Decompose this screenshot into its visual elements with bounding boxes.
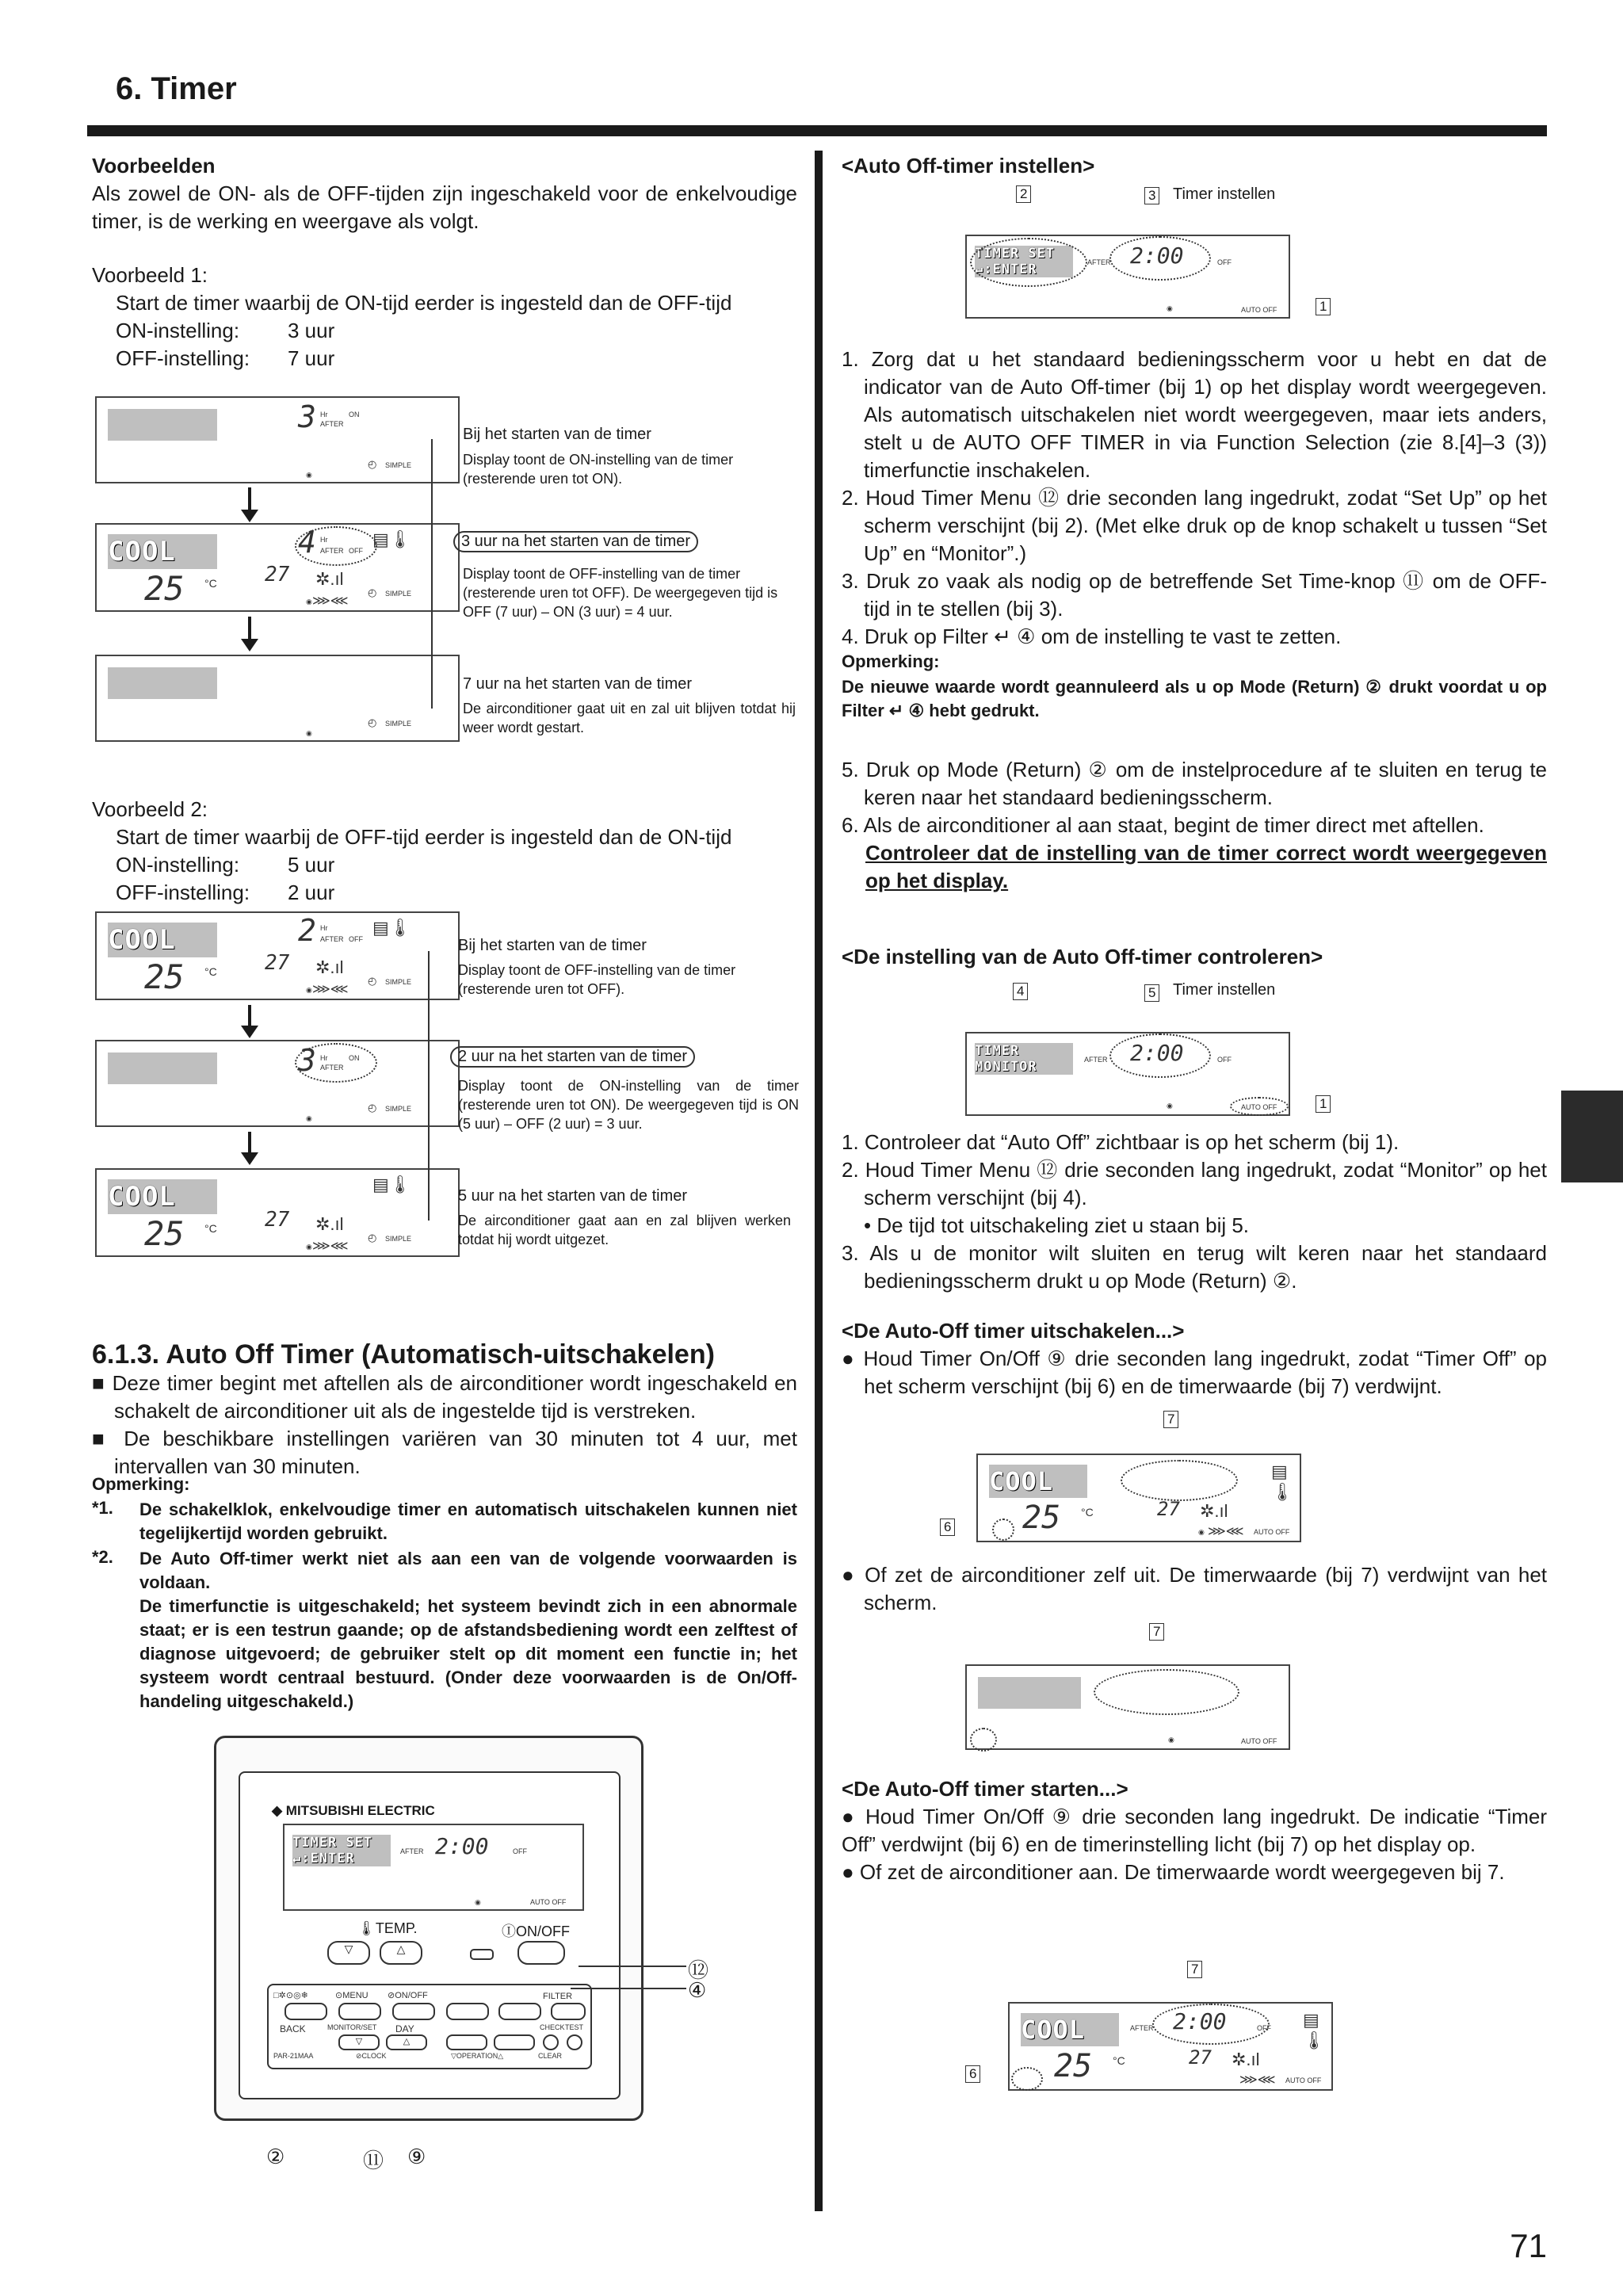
s1-steps: 1. Zorg dat u het standaard bedieningsscherm voor u hebt en dat de indicator van de Auto Off-timer (bij 1) op het display wordt weergegeven. Als automatisch uitschakelen niet wordt weergegeven, maar iets anders, stelt u de AUTO OFF TIMER in via Function Selection (zie 8.[4]–3 (3)) timerfunctie inschakelen. 2. Houd Timer Menu ⑫ drie seconden lang ingedrukt, zodat “Set Up” op het scherm verschijnt (bij 2). (Met elke druk op de knop schakelt u tussen “Set Up” en “Monitor”.) 3. Druk zo vaak als nodig op de betreffende Set Time-knop ⑪ om de OFF-tijd in te stellen (bij 3). 4. Druk op Filter ↵ ④ om de instelling te vast te zetten. bbox=[842, 347, 1547, 648]
time-down-button[interactable]: ▽ bbox=[338, 2034, 380, 2050]
lcd-s4-timer-on: COOL 25 °C 27 2:00 AFTER OFF ✲.ıl ⋙⋘ ▤🌡 AUTO OFF bbox=[1008, 2002, 1333, 2091]
note-2: De Auto Off-timer werkt niet als aan een van de volgende voorwaarden is voldaan. bbox=[139, 1549, 797, 1592]
s4-bullet-2: ● Of zet de airconditioner aan. De timerwaarde wordt weergegeven bij 7. bbox=[842, 1860, 1505, 1884]
label-12: ⑫ bbox=[688, 1958, 709, 1982]
s3-title: <De Auto-Off timer uitschakelen...> bbox=[842, 1319, 1185, 1343]
label-4: ④ bbox=[688, 1978, 707, 2002]
ex1-title: Voorbeeld 1: bbox=[92, 263, 208, 287]
s4-bullet-1: ● Houd Timer On/Off ⑨ drie seconden lang ingedrukt. De indicatie “Timer Off” verdwijnt (bij 6) en de timerinstelling licht (bij 7) op het display op. bbox=[842, 1805, 1547, 1856]
timer-onoff-button[interactable] bbox=[392, 2003, 435, 2020]
ex1-callout2-text: Display toont de OFF-instelling van de timer (resterende uren tot OFF). De weergegeven tijd is OFF (7 uur) – ON (3 uur) = 4 uur. bbox=[463, 566, 778, 620]
ex1-callout3-title: 7 uur na het starten van de timer bbox=[463, 675, 693, 693]
onoff-button[interactable] bbox=[470, 1949, 494, 1960]
time-up-button[interactable]: △ bbox=[386, 2034, 427, 2050]
ex1-on-value: 3 uur bbox=[288, 319, 335, 342]
ex2-off-value: 2 uur bbox=[288, 881, 335, 904]
power-button[interactable] bbox=[517, 1941, 565, 1965]
ex1-on-label: ON-instelling: bbox=[116, 319, 240, 342]
s3-bullet-1: ● Houd Timer On/Off ⑨ drie seconden lang ingedrukt, zodat “Timer Off” op het scherm verschijnt (bij 6) en de timerwaarde (bij 7) verdwijnt. bbox=[842, 1347, 1547, 1398]
arrow-down bbox=[248, 617, 251, 640]
ex2-callout2-text: Display toont de ON-instelling van de timer (resterende uren tot ON). De weergegeven tijd is ON (5 uur) – OFF (2 uur) = 3 uur. bbox=[458, 1078, 799, 1132]
s3-bullet-2: ● Of zet de airconditioner zelf uit. De timerwaarde (bij 7) verdwijnt van het scherm. bbox=[842, 1563, 1547, 1614]
ex1-callout3-text: De airconditioner gaat uit en zal uit blijven totdat hij weer wordt gestart. bbox=[463, 701, 796, 735]
ex2-on-label: ON-instelling: bbox=[116, 853, 240, 877]
note-1: De schakelklok, enkelvoudige timer en automatisch uitschakelen kunnen niet tegelijkertijd worden gebruikt. bbox=[139, 1499, 797, 1543]
temp-label: 🌡TEMP. bbox=[357, 1920, 418, 1936]
note-label: Opmerking: bbox=[92, 1474, 190, 1494]
operation-up-button[interactable] bbox=[494, 2034, 535, 2050]
lcd-ex1-off: ◉ ◴ SIMPLE bbox=[95, 655, 460, 742]
arrow-down bbox=[248, 1005, 251, 1027]
timer-instellen-label-2: Timer instellen bbox=[1173, 981, 1276, 999]
ex2-desc: Start de timer waarbij de OFF-tijd eerder is ingesteld dan de ON-tijd bbox=[116, 825, 732, 849]
bullet-1: ■ Deze timer begint met aftellen als de airconditioner wordt ingeschakeld en schakelt de airconditioner uit als de ingestelde tijd is verstreken. bbox=[92, 1371, 798, 1423]
check-button[interactable] bbox=[543, 2034, 559, 2050]
ex2-callout3-text: De airconditioner gaat aan en zal blijven werken totdat hij wordt uitgezet. bbox=[458, 1213, 791, 1247]
chapter-tab bbox=[1561, 1091, 1623, 1182]
s1-note: De nieuwe waarde wordt geannuleerd als u op Mode (Return) ② drukt voordat u op Filter ↵ ④ hebt gedrukt. bbox=[842, 677, 1547, 720]
ex2-callout1-title: Bij het starten van de timer bbox=[458, 937, 647, 954]
brand-logo: ◆ MITSUBISHI ELECTRIC bbox=[272, 1803, 435, 1818]
filter-button[interactable] bbox=[551, 2003, 586, 2020]
label-9: ⑨ bbox=[407, 2145, 426, 2168]
s1-steps-end: 5. Druk op Mode (Return) ② om de instelprocedure af te sluiten en terug te keren naar het standaard bedieningsscherm. 6. Als de airconditioner al aan staat, begint de timer direct met aftellen. Controleer dat de instelling van de timer correct wordt weergegeven op het display. bbox=[842, 758, 1547, 892]
lcd-ex1-start: 3 Hr ON AFTER ◉ ◴ SIMPLE bbox=[95, 396, 460, 483]
lcd-s3-timer-off: COOL 25 °C 27 ✲.ıl ⋙⋘ ▤🌡 ◉ AUTO OFF bbox=[976, 1454, 1301, 1542]
column-divider bbox=[815, 151, 823, 2211]
mode-button[interactable] bbox=[285, 2003, 327, 2020]
remote-lcd: TIMER SET ↵:ENTER 2:00 AFTER OFF AUTO OFF ◉ bbox=[283, 1824, 584, 1911]
section-title: 6.1.3. Auto Off Timer (Automatisch-uitschakelen) bbox=[92, 1339, 715, 1370]
remote-controller: ◆ MITSUBISHI ELECTRIC TIMER SET ↵:ENTER 2:00 AFTER OFF AUTO OFF ◉ 🌡TEMP. ⒾON/OFF ▽ △ □✲⊙◎❄ ⊙MENU ⊘ON/OFF FILTER BACK MONITOR/SET DAY CHECK TEST ▽ △ PAR-21MAA ⊘CLOCK ▽OPERATION△ CLEAR bbox=[214, 1736, 643, 2121]
examples-intro: Als zowel de ON- als de OFF-tijden zijn ingeschakeld voor de enkelvoudige timer, is de werking en weergave als volgt. bbox=[92, 181, 797, 233]
ex1-off-label: OFF-instelling: bbox=[116, 346, 250, 370]
ex2-callout2-title: 2 uur na het starten van de timer bbox=[450, 1046, 695, 1068]
lcd-ex2-start: COOL 25 °C 27 2 Hr AFTER OFF ✲.ıl ⋙⋘ ▤🌡 ◉ ◴ SIMPLE bbox=[95, 911, 460, 1000]
ex2-callout3-title: 5 uur na het starten van de timer bbox=[458, 1187, 688, 1205]
s1-title: <Auto Off-timer instellen> bbox=[842, 154, 1095, 178]
label-11: ⑪ bbox=[363, 2149, 384, 2172]
lcd-ex2-running: 3 Hr ON AFTER ◉ ◴ SIMPLE bbox=[95, 1040, 460, 1127]
ex2-callout1-text: Display toont de OFF-instelling van de timer (resterende uren tot OFF). bbox=[458, 962, 736, 997]
operation-down-button[interactable] bbox=[446, 2034, 487, 2050]
s2-steps: 1. Controleer dat “Auto Off” zichtbaar is op het scherm (bij 1). 2. Houd Timer Menu ⑫ drie seconden lang ingedrukt, zodat “Monitor” op het scherm verschijnt (bij 4). • De tijd tot uitschakeling ziet u staan bij 5. 3. Als u de monitor wilt sluiten en terug wilt keren naar het standaard bedieningsscherm drukt u op Mode (Return) ②. bbox=[842, 1130, 1547, 1293]
ex1-callout2-title: 3 uur na het starten van de timer bbox=[453, 531, 698, 552]
vane-button[interactable] bbox=[498, 2003, 541, 2020]
lcd-ex2-on: COOL 25 °C 27 ✲.ıl ⋙⋘ ▤🌡 ◉ ◴ SIMPLE bbox=[95, 1168, 460, 1257]
s2-title: <De instelling van de Auto Off-timer controleren> bbox=[842, 945, 1323, 968]
examples-title: Voorbeelden bbox=[92, 154, 216, 178]
bullet-2: ■ De beschikbare instellingen variëren van 30 minuten tot 4 uur, met intervallen van 30 minuten. bbox=[92, 1427, 797, 1478]
temp-down-button[interactable]: ▽ bbox=[327, 1941, 370, 1965]
timer-instellen-label-1: Timer instellen bbox=[1173, 185, 1276, 203]
label-2: ② bbox=[266, 2145, 285, 2168]
lcd-s2: TIMER MONITOR 2:00 AFTER OFF AUTO OFF ◉ bbox=[965, 1032, 1290, 1116]
fan-button[interactable] bbox=[446, 2003, 489, 2020]
ex2-off-label: OFF-instelling: bbox=[116, 881, 250, 904]
page-title: 6. Timer bbox=[116, 71, 237, 106]
lcd-ex1-running: COOL 25 °C 27 4 Hr AFTER OFF ◉ ✲.ıl ⋙⋘ ▤🌡 ◴ SIMPLE bbox=[95, 523, 460, 612]
s1-note-label: Opmerking: bbox=[842, 651, 940, 671]
ex2-on-value: 5 uur bbox=[288, 853, 335, 877]
lcd-s3-ac-off: ◉ AUTO OFF bbox=[965, 1664, 1290, 1750]
ex1-callout1-text: Display toont de ON-instelling van de timer (resterende uren tot ON). bbox=[463, 452, 734, 487]
test-button[interactable] bbox=[567, 2034, 582, 2050]
ex1-callout1-title: Bij het starten van de timer bbox=[463, 426, 651, 443]
page-number: 71 bbox=[1510, 2227, 1547, 2264]
menu-button[interactable] bbox=[338, 2003, 381, 2020]
ex1-off-value: 7 uur bbox=[288, 346, 335, 370]
lcd-s1: TIMER SET ↵:ENTER 2:00 AFTER OFF AUTO OFF ◉ bbox=[965, 235, 1290, 319]
ex1-desc: Start de timer waarbij de ON-tijd eerder is ingesteld dan de OFF-tijd bbox=[116, 291, 732, 315]
temp-up-button[interactable]: △ bbox=[380, 1941, 422, 1965]
header-rule bbox=[87, 125, 1547, 136]
arrow-down bbox=[248, 487, 251, 511]
s4-title: <De Auto-Off timer starten...> bbox=[842, 1777, 1128, 1801]
ex2-title: Voorbeeld 2: bbox=[92, 797, 208, 821]
onoff-label: ⒾON/OFF bbox=[502, 1924, 570, 1939]
note-2-detail: De timerfunctie is uitgeschakeld; het systeem bevindt zich in een abnormale staat; er is een testrun gaande; op de afstandsbediening wordt een zelftest of diagnose uitgevoerd; de gebruiker stelt op dit moment een functie in; het systeem wordt centraal bestuurd. (Onder deze voorwaarden is de On/Off-handeling uitgeschakeld.) bbox=[139, 1596, 797, 1711]
arrow-down bbox=[248, 1132, 251, 1154]
